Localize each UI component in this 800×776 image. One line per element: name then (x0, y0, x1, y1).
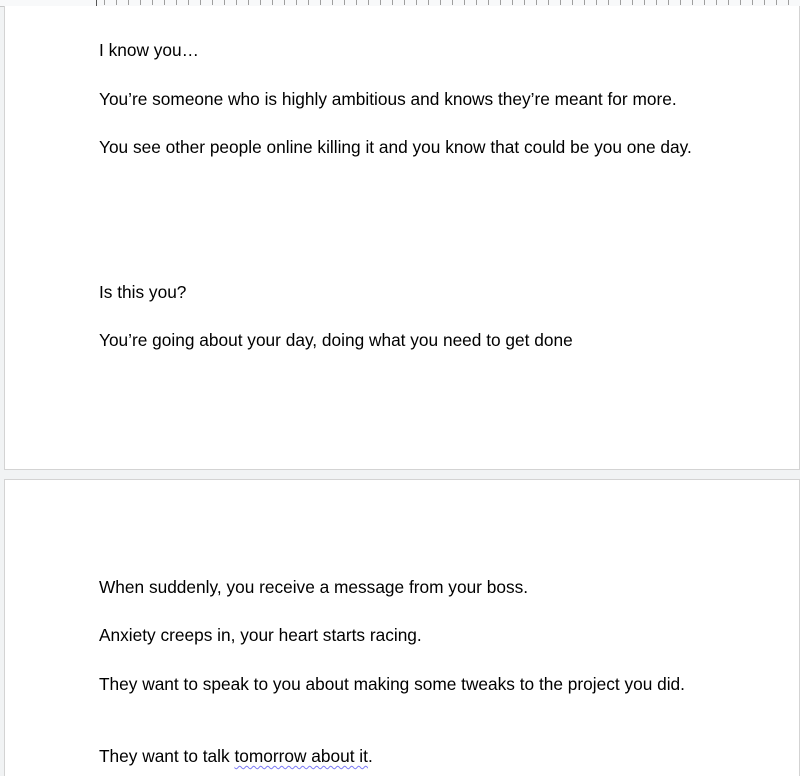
ruler-tick (236, 0, 237, 5)
ruler-tick (536, 0, 537, 5)
ruler-tick (212, 0, 213, 5)
ruler-tick (764, 0, 765, 5)
paragraph-2[interactable]: You’re someone who is highly ambitious and knows they’re meant for more. (99, 89, 677, 109)
document-page-1[interactable] (4, 6, 800, 470)
ruler-tick (356, 0, 357, 5)
ruler-tick (440, 0, 441, 5)
paragraph-9-text-start: They want to talk (99, 746, 235, 766)
ruler-tick (116, 0, 117, 5)
document-page-2[interactable] (4, 479, 800, 776)
ruler-tick (188, 0, 189, 5)
ruler-tick (560, 0, 561, 5)
paragraph-9[interactable] (99, 744, 719, 768)
ruler-tick (428, 0, 429, 5)
ruler-tick (320, 0, 321, 5)
ruler-tick (380, 0, 381, 5)
ruler-tick (140, 0, 141, 5)
ruler-tick (680, 0, 681, 5)
ruler-tick (164, 0, 165, 5)
paragraph-1[interactable]: I know you… (99, 40, 199, 60)
ruler-tick (416, 0, 417, 5)
ruler-tick (476, 0, 477, 5)
ruler-tick (620, 0, 621, 5)
ruler-tick (500, 0, 501, 5)
ruler-tick (704, 0, 705, 5)
paragraph-3[interactable]: You see other people online killing it and you know that could be you one day. (99, 137, 692, 157)
paragraph-7[interactable]: Anxiety creeps in, your heart starts racing. (99, 625, 422, 645)
paragraph-6[interactable]: When suddenly, you receive a message from your boss. (99, 577, 529, 597)
ruler-tick (584, 0, 585, 5)
ruler-tick (464, 0, 465, 5)
ruler-tick (404, 0, 405, 5)
ruler-tick (776, 0, 777, 5)
ruler-tick (524, 0, 525, 5)
ruler-tick (452, 0, 453, 5)
ruler-tick (128, 0, 129, 5)
paragraph-5[interactable]: You’re going about your day, doing what you need to get done (99, 330, 573, 350)
ruler-tick (632, 0, 633, 5)
ruler-tick (272, 0, 273, 5)
ruler-tick (668, 0, 669, 5)
ruler-tick (284, 0, 285, 5)
ruler-tick (692, 0, 693, 5)
ruler-tick (716, 0, 717, 5)
ruler-tick (608, 0, 609, 5)
ruler-tick (740, 0, 741, 5)
ruler-tick (200, 0, 201, 5)
ruler-tick (308, 0, 309, 5)
ruler-tick (224, 0, 225, 5)
ruler-tick (512, 0, 513, 5)
ruler-tick (296, 0, 297, 5)
ruler-tick (332, 0, 333, 5)
ruler-tick (596, 0, 597, 5)
ruler-tick (104, 0, 105, 5)
ruler-tick (248, 0, 249, 5)
ruler-tick (548, 0, 549, 5)
paragraph-9-text-end: . (367, 746, 373, 766)
ruler-tick (392, 0, 393, 5)
ruler-tick (752, 0, 753, 5)
paragraph-4[interactable]: Is this you? (99, 282, 187, 302)
spellcheck-flagged-phrase[interactable]: tomorrow about it (234, 746, 368, 766)
ruler-tick (656, 0, 657, 5)
ruler-tick (788, 0, 789, 5)
ruler-tick (152, 0, 153, 5)
ruler-tick (728, 0, 729, 5)
ruler-tick (644, 0, 645, 5)
ruler-tick (572, 0, 573, 5)
ruler-tick (488, 0, 489, 5)
paragraph-8[interactable]: They want to speak to you about making some tweaks to the project you did. (99, 674, 685, 694)
ruler-tick (260, 0, 261, 5)
ruler-tick (176, 0, 177, 5)
ruler-tick (368, 0, 369, 5)
ruler-tick (344, 0, 345, 5)
